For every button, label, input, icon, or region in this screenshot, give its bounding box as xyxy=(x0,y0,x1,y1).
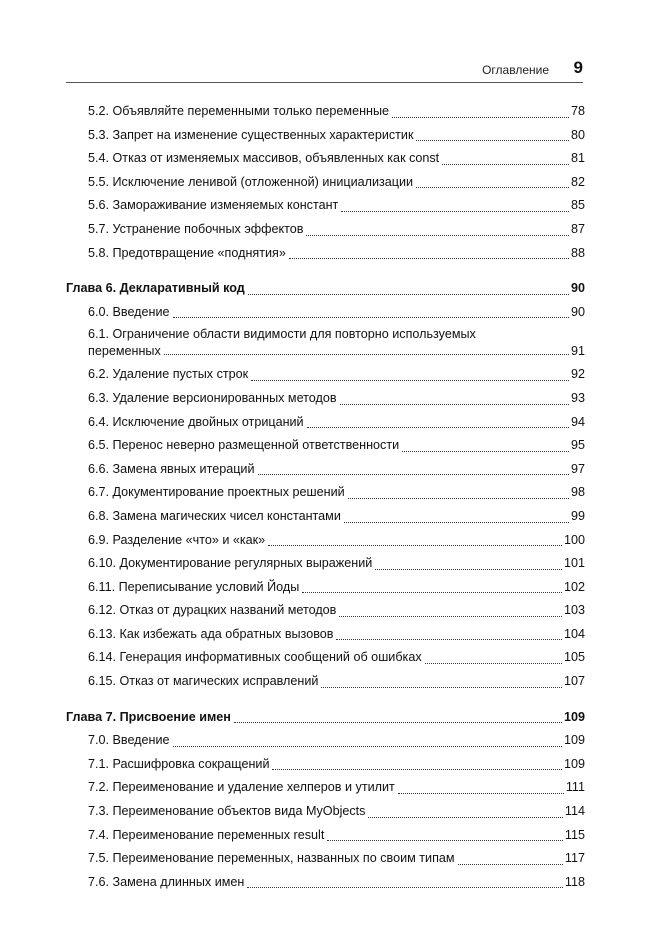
dot-leader xyxy=(307,426,569,428)
toc-entry-title: 7.6. Замена длинных имен xyxy=(88,874,245,889)
toc-entry-page: 85 xyxy=(570,198,585,213)
dot-leader xyxy=(458,863,563,865)
toc-entry[interactable] xyxy=(66,576,585,600)
toc-entry-page: 87 xyxy=(570,221,585,236)
toc-entry[interactable] xyxy=(66,729,585,753)
toc-entry[interactable] xyxy=(66,552,585,576)
toc-entry-title: 7.5. Переименование переменных, названных по своим типам xyxy=(88,851,455,866)
dot-leader xyxy=(302,591,562,593)
toc-entry[interactable] xyxy=(66,242,585,266)
toc-entry-page: 88 xyxy=(570,245,585,260)
toc-chapter-page: 90 xyxy=(570,281,585,296)
toc-entry-page: 90 xyxy=(570,304,585,319)
table-of-contents xyxy=(66,100,585,894)
toc-entry-title: 6.0. Введение xyxy=(88,304,170,319)
toc-entry-page: 99 xyxy=(570,508,585,523)
toc-entry-title: 6.15. Отказ от магических исправлений xyxy=(88,674,319,689)
toc-entry[interactable] xyxy=(66,529,585,553)
toc-entry-page: 107 xyxy=(563,674,585,689)
dot-leader xyxy=(416,186,569,188)
dot-leader xyxy=(398,792,564,794)
toc-entry[interactable] xyxy=(66,505,585,529)
dot-leader xyxy=(336,638,562,640)
toc-chapter-title: Глава 6. Декларативный код xyxy=(66,281,245,296)
dot-leader xyxy=(247,886,563,888)
toc-entry[interactable] xyxy=(66,301,585,325)
toc-entry-title: 6.9. Разделение «что» и «как» xyxy=(88,532,266,547)
dot-leader xyxy=(327,839,563,841)
toc-entry-page: 82 xyxy=(570,174,585,189)
toc-entry-title: 7.0. Введение xyxy=(88,733,170,748)
dot-leader xyxy=(339,615,562,617)
toc-entry-title: 5.4. Отказ от изменяемых массивов, объявленных как const xyxy=(88,151,440,166)
page-number: 9 xyxy=(573,58,583,77)
toc-entry[interactable] xyxy=(66,218,585,242)
toc-entry[interactable] xyxy=(66,434,585,458)
toc-chapter[interactable] xyxy=(66,706,585,730)
toc-entry-page: 91 xyxy=(570,344,585,359)
toc-entry[interactable] xyxy=(66,646,585,670)
toc-entry-title: 6.10. Документирование регулярных выражений xyxy=(88,556,373,571)
toc-entry-page: 114 xyxy=(564,804,585,819)
dot-leader xyxy=(341,210,569,212)
dot-leader xyxy=(368,816,562,818)
toc-entry[interactable] xyxy=(66,458,585,482)
toc-entry-page: 101 xyxy=(563,556,585,571)
toc-entry-title: 6.5. Перенос неверно размещенной ответственности xyxy=(88,438,400,453)
toc-entry[interactable] xyxy=(66,776,585,800)
toc-entry-page: 104 xyxy=(563,626,585,641)
dot-leader xyxy=(344,521,569,523)
toc-entry-page: 117 xyxy=(564,851,585,866)
dot-leader xyxy=(164,353,569,355)
toc-entry-page: 111 xyxy=(565,780,585,795)
toc-entry-title: 7.1. Расшифровка сокращений xyxy=(88,756,270,771)
toc-entry-title: 6.3. Удаление версионированных методов xyxy=(88,390,337,405)
toc-entry-title: 6.13. Как избежать ада обратных вызовов xyxy=(88,626,334,641)
toc-entry-title: 5.2. Объявляйте переменными только переменные xyxy=(88,104,390,118)
toc-entry-page: 100 xyxy=(563,532,585,547)
toc-entry-page: 93 xyxy=(570,390,585,405)
toc-entry-page: 105 xyxy=(563,650,585,665)
running-header xyxy=(66,54,583,83)
toc-entry-title: 6.8. Замена магических чисел константами xyxy=(88,508,341,523)
toc-entry-title: 7.3. Переименование объектов вида MyObjects xyxy=(88,804,366,819)
toc-entry-title-continued: переменных xyxy=(88,344,161,359)
toc-entry[interactable] xyxy=(66,147,585,171)
toc-chapter-title: Глава 7. Присвоение имен xyxy=(66,709,231,724)
dot-leader xyxy=(173,316,569,318)
dot-leader xyxy=(251,379,569,381)
toc-entry[interactable] xyxy=(66,411,585,435)
toc-entry-title: 7.4. Переименование переменных result xyxy=(88,827,325,842)
toc-entry-title: 6.14. Генерация информативных сообщений об ошибках xyxy=(88,650,422,665)
toc-entry-page: 94 xyxy=(570,414,585,429)
toc-entry-title: 6.6. Замена явных итераций xyxy=(88,461,255,476)
toc-entry-page: 118 xyxy=(564,874,585,889)
toc-entry-page: 81 xyxy=(570,151,585,166)
toc-entry-title: 5.5. Исключение ленивой (отложенной) инициализации xyxy=(88,174,414,189)
chapter-spacer xyxy=(66,694,585,706)
toc-entry[interactable] xyxy=(66,324,585,363)
toc-entry[interactable] xyxy=(66,100,585,124)
toc-entry-page: 95 xyxy=(570,438,585,453)
toc-entry-page: 115 xyxy=(564,827,585,842)
toc-entry-page: 80 xyxy=(570,127,585,142)
dot-leader xyxy=(442,163,569,165)
toc-entry-page: 102 xyxy=(563,579,585,594)
toc-entry[interactable] xyxy=(66,623,585,647)
toc-entry-page: 92 xyxy=(570,367,585,382)
toc-entry[interactable] xyxy=(66,824,585,848)
dot-leader xyxy=(248,293,569,295)
dot-leader xyxy=(425,662,562,664)
toc-entry-page: 78 xyxy=(570,104,585,118)
toc-entry-title: 6.1. Ограничение области видимости для повторно используемых xyxy=(88,327,476,342)
dot-leader xyxy=(306,234,569,236)
toc-entry[interactable] xyxy=(66,753,585,777)
toc-entry[interactable] xyxy=(66,800,585,824)
toc-entry[interactable] xyxy=(66,194,585,218)
toc-entry[interactable] xyxy=(66,599,585,623)
toc-chapter-page: 109 xyxy=(563,709,585,724)
toc-entry[interactable] xyxy=(66,481,585,505)
dot-leader xyxy=(173,745,562,747)
toc-entry-title: 6.12. Отказ от дурацких названий методов xyxy=(88,603,337,618)
header-title: Оглавление xyxy=(482,63,549,77)
dot-leader xyxy=(348,497,569,499)
toc-entry-page: 103 xyxy=(563,603,585,618)
dot-leader xyxy=(416,139,569,141)
dot-leader xyxy=(258,473,569,475)
toc-entry-title: 5.3. Запрет на изменение существенных характеристик xyxy=(88,127,414,142)
toc-entry-title: 6.7. Документирование проектных решений xyxy=(88,485,345,500)
toc-entry[interactable] xyxy=(66,847,585,871)
dot-leader xyxy=(402,450,569,452)
toc-entry-title: 5.6. Замораживание изменяемых констант xyxy=(88,198,339,213)
toc-entry-page: 97 xyxy=(570,461,585,476)
toc-entry-title: 6.11. Переписывание условий Йоды xyxy=(88,579,300,594)
dot-leader xyxy=(268,544,562,546)
toc-entry-page: 98 xyxy=(570,485,585,500)
dot-leader xyxy=(321,686,562,688)
toc-entry-title: 6.2. Удаление пустых строк xyxy=(88,367,249,382)
toc-entry[interactable] xyxy=(66,670,585,694)
toc-entry-page: 109 xyxy=(563,733,585,748)
toc-entry[interactable] xyxy=(66,171,585,195)
toc-entry-title: 6.4. Исключение двойных отрицаний xyxy=(88,414,304,429)
dot-leader xyxy=(392,116,569,118)
toc-entry[interactable] xyxy=(66,387,585,411)
toc-entry-title: 7.2. Переименование и удаление хелперов и утилит xyxy=(88,780,395,795)
toc-entry-title: 5.7. Устранение побочных эффектов xyxy=(88,221,304,236)
toc-entry[interactable] xyxy=(66,871,585,895)
toc-entry-title: 5.8. Предотвращение «поднятия» xyxy=(88,245,286,260)
dot-leader xyxy=(375,568,562,570)
chapter-spacer xyxy=(66,265,585,277)
dot-leader xyxy=(340,403,569,405)
toc-entry[interactable] xyxy=(66,124,585,148)
dot-leader xyxy=(289,257,569,259)
dot-leader xyxy=(272,768,562,770)
toc-chapter[interactable] xyxy=(66,277,585,301)
toc-entry-page: 109 xyxy=(563,756,585,771)
toc-entry[interactable] xyxy=(66,363,585,387)
dot-leader xyxy=(234,721,562,723)
